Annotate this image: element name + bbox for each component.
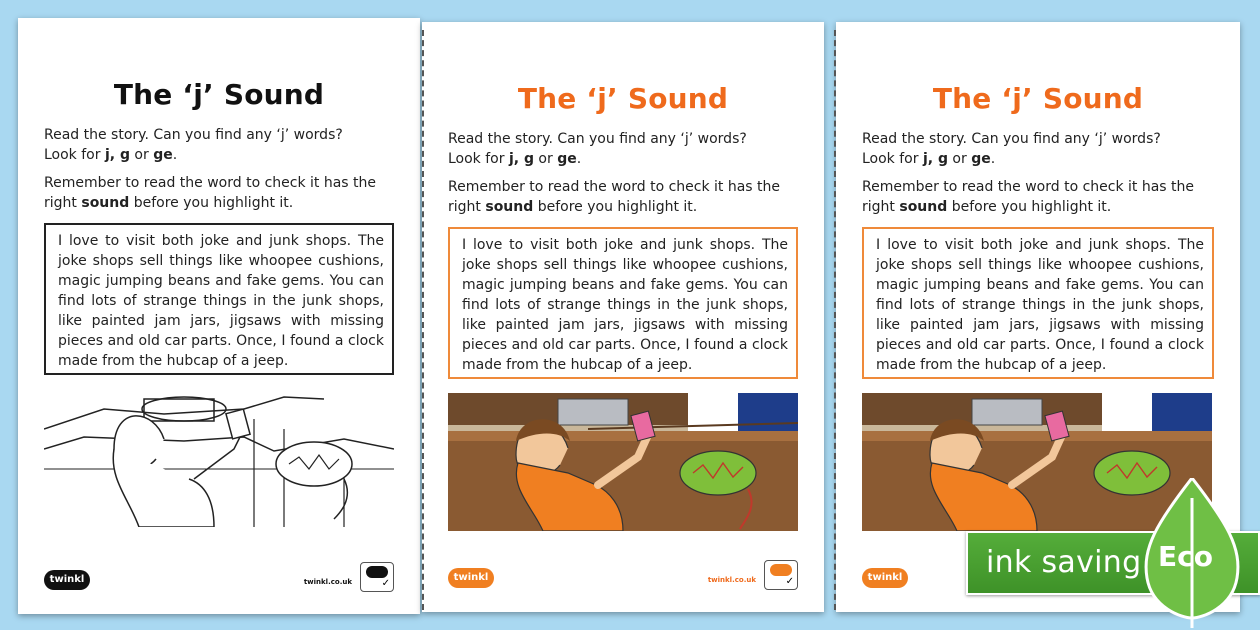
- instruction-bold: j, g: [508, 151, 534, 167]
- page-title: The ‘j’ Sound: [517, 82, 729, 115]
- twinkl-logo: twinkl: [862, 568, 908, 588]
- reminder-bold: sound: [81, 195, 130, 211]
- instruction-bold: j, g: [104, 147, 130, 163]
- quality-badge-icon: ✓: [360, 562, 394, 592]
- twinkl-logo: twinkl: [44, 570, 90, 590]
- instructions: [862, 129, 1214, 169]
- instruction-text: or: [533, 151, 558, 167]
- instruction-text: .: [172, 147, 178, 163]
- reminder-text: Remember to read the word to check it has the right: [862, 179, 1195, 215]
- worksheet-colour: [422, 22, 824, 612]
- instruction-bold: ge: [153, 147, 173, 163]
- illustration-outline: [44, 389, 394, 527]
- worksheet-black-white: [18, 18, 420, 614]
- instruction-text: .: [576, 151, 582, 167]
- reminder: [862, 177, 1214, 217]
- cut-line: [834, 30, 836, 610]
- site-url: twinkl.co.uk: [707, 576, 756, 584]
- story-box: I love to visit both joke and junk shops. The joke shops sell things like whoopee cushions, magic jumping beans and fake gems. You can find lots of strange things in the junk shops, like painted jam jars, jigsaws with missing pieces and old car parts. Once, I found a clock made from the hubcap of a jeep.: [44, 223, 394, 375]
- instruction-text: .: [990, 151, 996, 167]
- page-title: The ‘j’ Sound: [932, 82, 1144, 115]
- instruction-text: Read the story. Can you find any ‘j’ words?: [44, 127, 343, 143]
- instruction-text: Look for: [448, 151, 509, 167]
- footer: [448, 558, 798, 592]
- reminder-text: before you highlight it.: [947, 199, 1112, 215]
- reminder-bold: sound: [899, 199, 948, 215]
- reminder: [44, 173, 394, 213]
- reminder-bold: sound: [485, 199, 534, 215]
- reminder-text: Remember to read the word to check it has the right: [448, 179, 781, 215]
- instruction-text: Look for: [862, 151, 923, 167]
- story-box: I love to visit both joke and junk shops. The joke shops sell things like whoopee cushions, magic jumping beans and fake gems. You can find lots of strange things in the junk shops, like painted jam jars, jigsaws with missing pieces and old car parts. Once, I found a clock made from the hubcap of a jeep.: [448, 227, 798, 379]
- cut-line: [422, 30, 424, 610]
- page-title: The ‘j’ Sound: [113, 78, 325, 111]
- instruction-text: Look for: [44, 147, 105, 163]
- story-box: I love to visit both joke and junk shops. The joke shops sell things like whoopee cushions, magic jumping beans and fake gems. You can find lots of strange things in the junk shops, like painted jam jars, jigsaws with missing pieces and old car parts. Once, I found a clock made from the hubcap of a jeep.: [862, 227, 1214, 379]
- footer: [44, 560, 394, 594]
- reminder-text: before you highlight it.: [533, 199, 698, 215]
- instructions: [448, 129, 798, 169]
- quality-badge-icon: ✓: [764, 560, 798, 590]
- instruction-bold: ge: [557, 151, 577, 167]
- illustration-colour: [448, 393, 798, 531]
- site-url: twinkl.co.uk: [303, 578, 352, 586]
- instructions: [44, 125, 394, 165]
- reminder: [448, 177, 798, 217]
- reminder-text: Remember to read the word to check it has the right: [44, 175, 377, 211]
- instruction-text: or: [947, 151, 972, 167]
- ink-saving-label: ink saving: [986, 545, 1142, 580]
- reminder-text: before you highlight it.: [129, 195, 294, 211]
- instruction-text: Read the story. Can you find any ‘j’ words?: [862, 131, 1161, 147]
- instruction-bold: ge: [971, 151, 991, 167]
- instruction-text: or: [129, 147, 154, 163]
- twinkl-logo: twinkl: [448, 568, 494, 588]
- instruction-bold: j, g: [922, 151, 948, 167]
- eco-badge-label: Eco: [1158, 540, 1213, 573]
- instruction-text: Read the story. Can you find any ‘j’ words?: [448, 131, 747, 147]
